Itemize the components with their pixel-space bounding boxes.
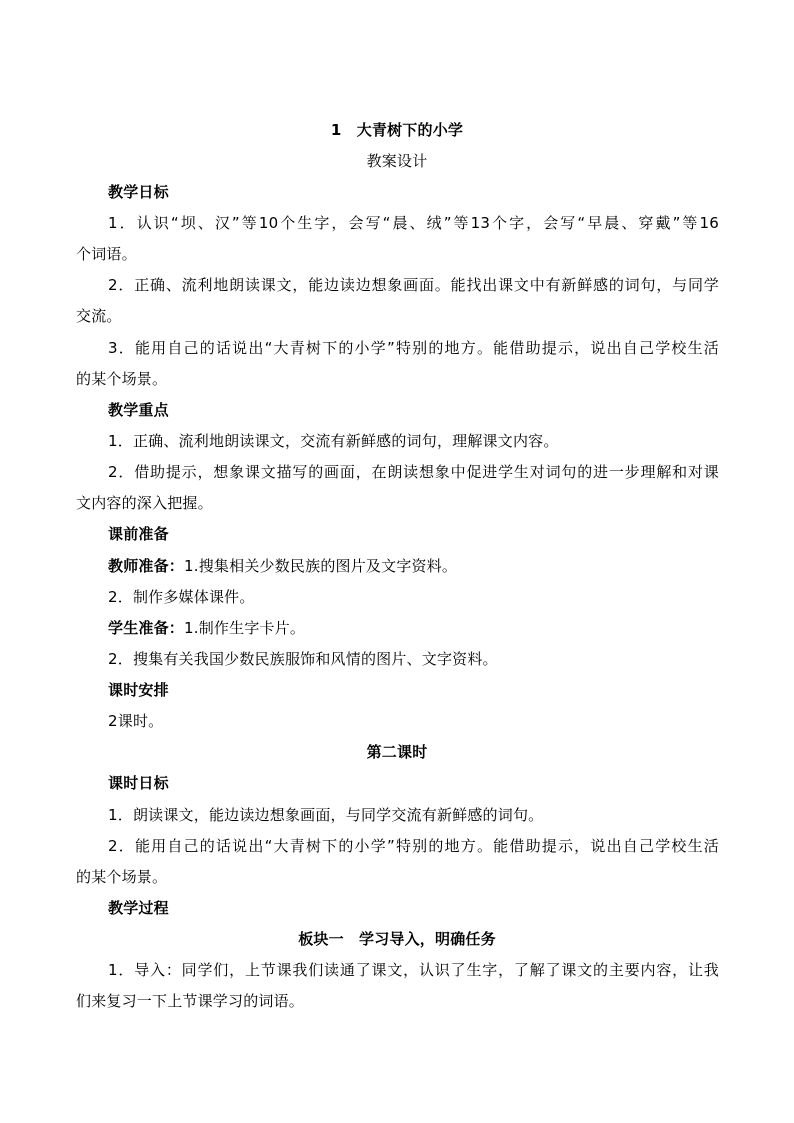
student-prep-item-1: 1.制作生字卡片。 — [184, 619, 306, 637]
student-prep-item-2: 2．搜集有关我国少数民族服饰和风情的图片、文字资料。 — [108, 650, 498, 668]
block-1-title: 板块一 学习导入，明确任务 — [298, 930, 496, 948]
lesson-goal-2-line-2: 的某个场景。 — [76, 868, 168, 886]
student-prep-label: 学生准备： — [108, 619, 185, 637]
teacher-prep-line — [108, 556, 457, 576]
schedule-text: 2课时。 — [108, 712, 164, 730]
focus-1: 1．正确、流利地朗读课文，交流有新鲜感的词句，理解课文内容。 — [108, 432, 559, 450]
heading-teaching-goals: 教学日标 — [108, 183, 169, 201]
goal-1-line-2: 个词语。 — [76, 245, 137, 263]
teacher-prep-item-2: 2．制作多媒体课件。 — [108, 588, 255, 606]
heading-lesson-goals: 课时日标 — [108, 774, 169, 792]
lesson-goal-2-line-1: 2．能用自己的话说出“大青树下的小学”特别的地方。能借助提示，说出自己学校生活 — [108, 837, 719, 855]
goal-1-line-1: 1．认识“坝、汉”等10个生字，会写“晨、绒”等13个字，会写“早晨、穿戴”等16 — [108, 214, 719, 232]
lesson-title: 1 大青树下的小学 — [330, 121, 464, 139]
teacher-prep-item-1: 1.搜集相关少数民族的图片及文字资料。 — [184, 557, 458, 575]
doc-subtitle: 教案设计 — [366, 152, 428, 170]
heading-schedule: 课时安排 — [108, 681, 169, 699]
goal-3-line-1: 3．能用自己的话说出“大青树下的小学”特别的地方。能借助提示，说出自己学校生活 — [108, 339, 719, 357]
focus-2-line-1: 2．借助提示，想象课文描写的画面，在朗读想象中促进学生对词句的进一步理解和对课 — [108, 463, 719, 481]
heading-preparation: 课前准备 — [108, 525, 169, 543]
goal-2-line-2: 交流。 — [76, 307, 122, 325]
focus-2-line-2: 文内容的深入把握。 — [76, 494, 213, 512]
process-1-line-1: 1．导入：同学们，上节课我们读通了课文，认识了生字，了解了课文的主要内容，让我 — [108, 961, 719, 979]
teacher-prep-label: 教师准备： — [108, 557, 185, 575]
lesson-goal-1: 1．朗读课文，能边读边想象画面，与同学交流有新鲜感的词句。 — [108, 806, 544, 824]
goal-3-line-2: 的某个场景。 — [76, 370, 168, 388]
goal-2-line-1: 2．正确、流利地朗读课文，能边读边想象画面。能找出课文中有新鲜感的词句，与同学 — [108, 276, 719, 294]
student-prep-line — [108, 618, 305, 638]
heading-teaching-focus: 教学重点 — [108, 401, 169, 419]
lesson-2-title: 第二课时 — [366, 743, 428, 761]
heading-teaching-process: 教学过程 — [108, 899, 169, 917]
process-1-line-2: 们来复习一下上节课学习的词语。 — [76, 992, 305, 1010]
